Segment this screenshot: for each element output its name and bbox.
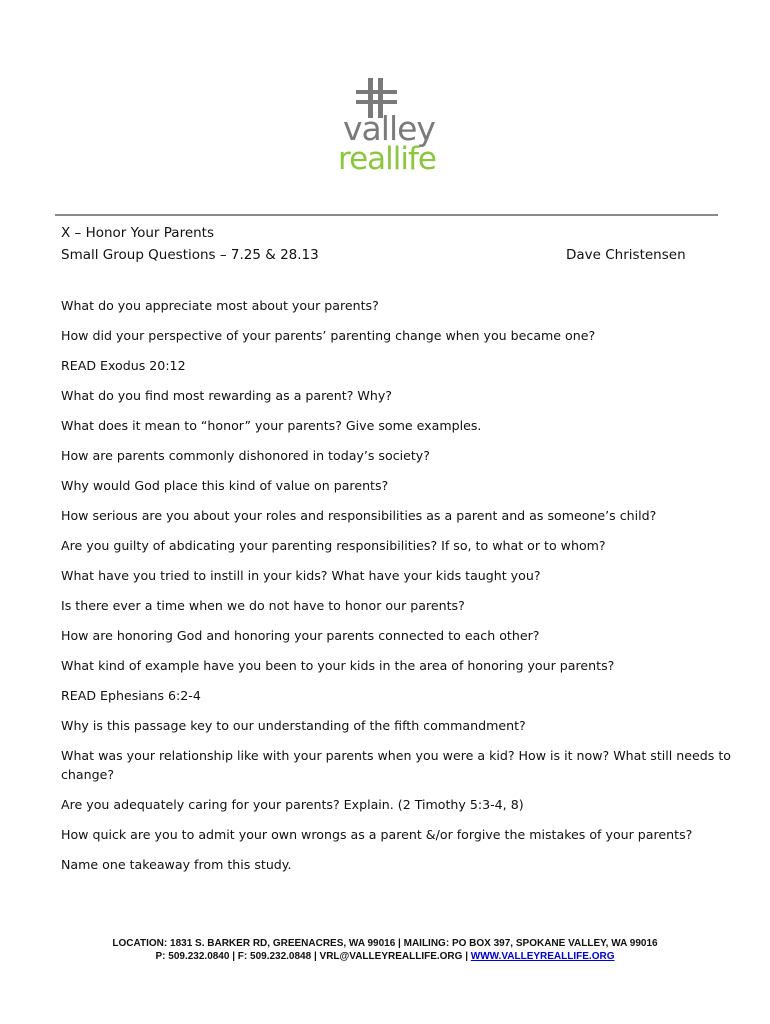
question-list — [61, 296, 731, 885]
list-item: Why is this passage key to our understanding of the fifth commandment? — [61, 718, 526, 733]
footer-address: LOCATION: 1831 S. BARKER RD, GREENACRES, WA 99016 | MAILING: PO BOX 397, SPOKANE VALLEY, WA 99016 — [112, 938, 658, 949]
list-item: How are honoring God and honoring your parents connected to each other? — [61, 628, 540, 643]
list-item: Is there ever a time when we do not have to honor our parents? — [61, 598, 465, 613]
list-item: How are parents commonly dishonored in today’s society? — [61, 448, 430, 463]
footer — [60, 937, 710, 963]
list-item: How serious are you about your roles and responsibilities as a parent and as someone’s child? — [61, 508, 657, 523]
website-link[interactable]: WWW.VALLEYREALLIFE.ORG — [470, 951, 615, 962]
document-title: X – Honor Your Parents — [61, 225, 215, 241]
list-item: What do you find most rewarding as a parent? Why? — [61, 388, 392, 403]
list-item: Why would God place this kind of value on parents? — [61, 478, 389, 493]
church-logo — [320, 78, 450, 178]
list-item: READ Exodus 20:12 — [61, 358, 186, 373]
list-item: How quick are you to admit your own wrongs as a parent &/or forgive the mistakes of your parents? — [61, 827, 693, 842]
logo-text-reallife: reallife — [338, 141, 436, 177]
list-item: What was your relationship like with your parents when you were a kid? How is it now? What still needs to change? — [61, 748, 731, 782]
header-divider — [55, 214, 718, 216]
list-item: How did your perspective of your parents’ parenting change when you became one? — [61, 328, 596, 343]
list-item: READ Ephesians 6:2-4 — [61, 688, 201, 703]
list-item: Name one takeaway from this study. — [61, 857, 292, 872]
list-item: What have you tried to instill in your kids? What have your kids taught you? — [61, 568, 541, 583]
list-item: Are you guilty of abdicating your parenting responsibilities? If so, to what or to whom? — [61, 538, 606, 553]
list-item: What does it mean to “honor” your parents? Give some examples. — [61, 418, 482, 433]
author-name: Dave Christensen — [566, 247, 686, 263]
footer-phone-email: P: 509.232.0840 | F: 509.232.0848 | VRL@VALLEYREALLIFE.ORG | — [155, 951, 471, 962]
document-subtitle: Small Group Questions – 7.25 & 28.13 — [61, 247, 319, 263]
list-item: What kind of example have you been to your kids in the area of honoring your parents? — [61, 658, 615, 673]
list-item: Are you adequately caring for your parents? Explain. (2 Timothy 5:3-4, 8) — [61, 797, 524, 812]
logo-text-valley: valley — [343, 109, 435, 148]
list-item: What do you appreciate most about your parents? — [61, 298, 379, 313]
footer-contact — [60, 950, 710, 963]
